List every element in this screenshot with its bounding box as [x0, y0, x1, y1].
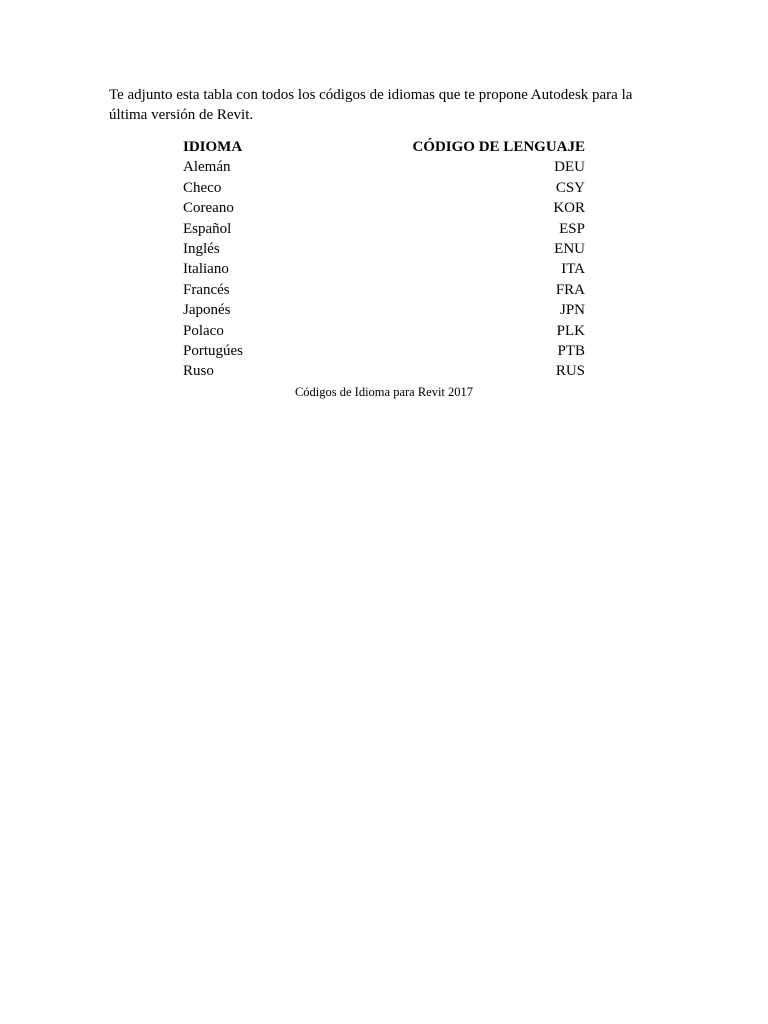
language-cell: Francés [183, 281, 230, 298]
code-cell: ITA [561, 261, 585, 278]
table-row [183, 300, 585, 320]
table-caption: Códigos de Idioma para Revit 2017 [294, 385, 474, 399]
intro-paragraph [109, 85, 669, 125]
table-row [183, 219, 585, 239]
table-row [183, 198, 585, 218]
table-row [183, 259, 585, 279]
table-row [183, 361, 585, 381]
code-cell: FRA [555, 281, 585, 298]
code-cell: PLK [556, 322, 585, 339]
table-row [183, 280, 585, 300]
header-code: CÓDIGO DE LENGUAJE [412, 139, 585, 155]
intro-line-2: última versión de Revit. [109, 107, 254, 123]
language-cell: Inglés [183, 240, 220, 257]
language-cell: Español [183, 220, 232, 237]
code-cell: RUS [555, 363, 585, 380]
table-row [183, 341, 585, 361]
language-cell: Coreano [183, 200, 234, 217]
language-cell: Japonés [183, 302, 231, 319]
table-row [183, 178, 585, 198]
code-cell: ENU [554, 240, 585, 257]
language-cell: Italiano [183, 261, 229, 278]
table-row [183, 157, 585, 177]
language-cell: Portugúes [183, 342, 243, 359]
code-cell: PTB [557, 342, 585, 359]
code-cell: CSY [555, 179, 585, 196]
code-cell: DEU [554, 159, 585, 176]
table-header-row [183, 137, 585, 157]
language-code-table [183, 137, 585, 382]
language-cell: Ruso [183, 363, 214, 380]
header-language: IDIOMA [183, 139, 243, 155]
language-cell: Checo [183, 179, 222, 196]
table-row [183, 321, 585, 341]
table-row [183, 239, 585, 259]
language-cell: Polaco [183, 322, 224, 339]
code-cell: KOR [553, 200, 585, 217]
intro-line-1: Te adjunto esta tabla con todos los códigos de idiomas que te propone Autodesk para la [109, 87, 633, 103]
code-cell: ESP [559, 220, 585, 237]
code-cell: JPN [559, 302, 585, 319]
language-cell: Alemán [183, 159, 231, 176]
